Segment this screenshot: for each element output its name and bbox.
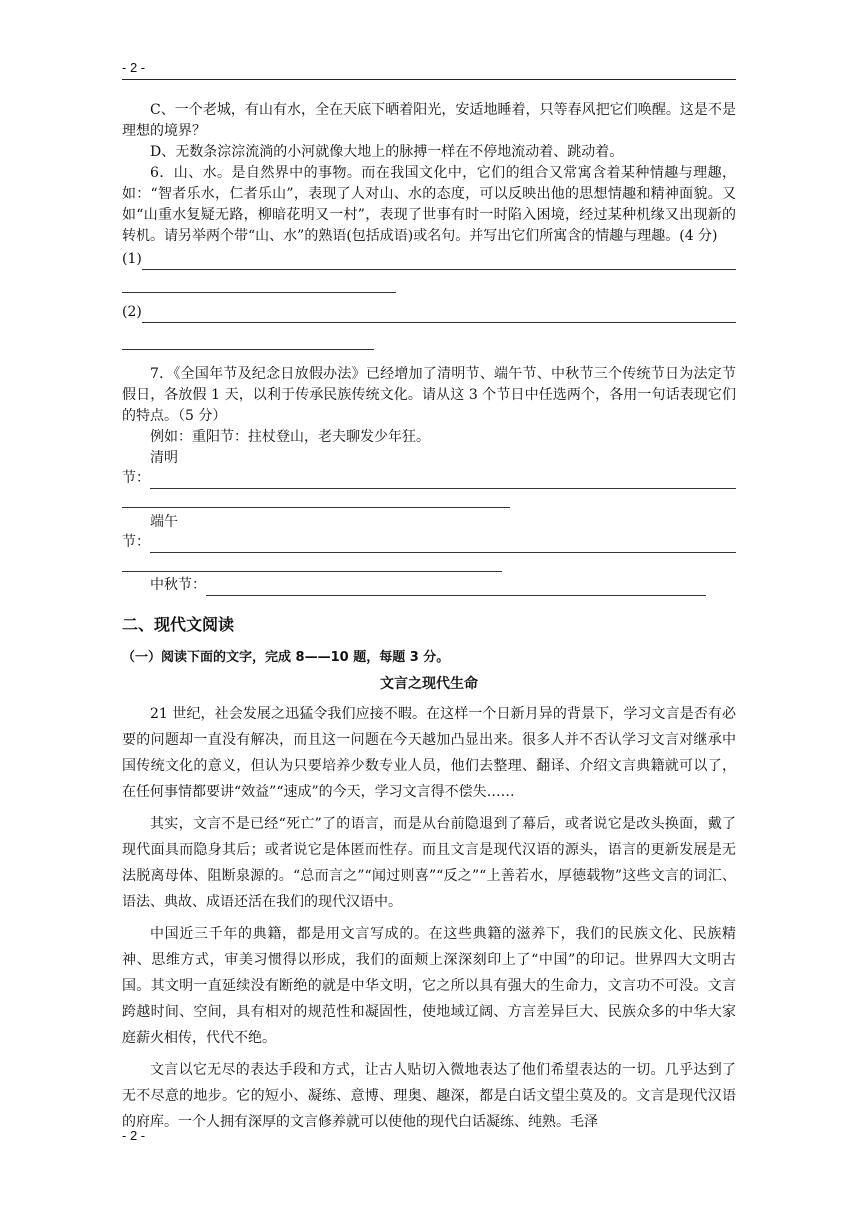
q7-duanwu-row	[122, 533, 736, 553]
q7-zhongqiu-label: 中秋节：	[150, 577, 206, 593]
q7-duanwu-label: 端午	[150, 514, 178, 530]
q6-blank-label-2: (2)	[122, 304, 142, 320]
q6-answer-line-1a[interactable]	[142, 253, 736, 270]
q7-qingming-label-b: 节：	[122, 470, 150, 486]
q6-text: 6．山、水。是自然界中的事物。而在我国文化中，它们的组合又常寓含着某种情趣与理趣，如：“智者乐水，仁者乐山”，表现了人对山、水的态度，可以反映出他的思想情趣和精神面貌。又如“山重水复疑无路，柳暗花明又一村”，表现了世事有时一时陷入困境，经过某种机缘又出现新的转机。请另举两个带“山、水”的熟语(包括成语)或名句。并写出它们所寓含的情趣与理趣。(4 分)	[122, 165, 736, 244]
subsection-heading: （一）阅读下面的文字，完成 8——10 题，每题 3 分。	[122, 650, 450, 665]
q7-zhongqiu-line[interactable]	[206, 579, 706, 596]
q7-example: 例如：重阳节：拄杖登山，老夫聊发少年狂。	[150, 429, 430, 445]
article-paragraph: 文言以它无尽的表达手段和方式，让古人贴切入微地表达了他们希望表达的一切。几乎达到了无不尽意的地步。它的短小、凝练、意博、理奥、趣深，都是白话文望尘莫及的。文言是现代汉语的府库。一个人拥有深厚的文言修养就可以使他的现代白话凝练、纯熟。毛泽	[122, 1062, 736, 1130]
section-heading: 二、现代文阅读	[122, 615, 235, 634]
q5-option-c: C、一个老城，有山有水，全在天底下晒着阳光，安适地睡着，只等春风把它们唤醒。这是不是理想的境界？	[122, 102, 736, 139]
q6-answer-row-1	[122, 250, 736, 270]
q5-option-d: D、无数条淙淙流淌的小河就像大地上的脉搏一样在不停地流动着、跳动着。	[150, 144, 624, 160]
q6-answer-line-2b[interactable]	[122, 335, 374, 350]
q7-duanwu-line-a[interactable]	[150, 536, 736, 553]
q7-qingming-row	[122, 469, 736, 489]
q6-answer-line-1b[interactable]	[122, 278, 396, 293]
q7-duanwu-label-b: 节：	[122, 534, 150, 550]
q7-qingming-label: 清明	[150, 450, 178, 466]
q7-duanwu-line-b[interactable]	[122, 557, 502, 572]
header-rule	[122, 79, 736, 80]
article-title: 文言之现代生命	[380, 676, 478, 692]
q7-text: 7．《全国年节及纪念日放假办法》已经增加了清明节、端午节、中秋节三个传统节日为法定节假日，各放假 1 天，以利于传承民族传统文化。请从这 3 个节日中任选两个，各用一句话表现它们的特点。（5 分）	[122, 366, 736, 424]
page-content	[122, 100, 736, 1141]
q6-blank-label-1: (1)	[122, 251, 142, 267]
q6-answer-row-2	[122, 303, 736, 323]
article-paragraph: 21 世纪，社会发展之迅猛令我们应接不暇。在这样一个日新月异的背景下，学习文言是否有必要的问题却一直没有解决，而且这一问题在今天越加凸显出来。很多人并不否认学习文言对继承中国传统文化的意义，但认为只要培养少数专业人员，他们去整理、翻译、介绍文言典籍就可以了，在任何事情都要讲“效益”“速成”的今天，学习文言得不偿失……	[122, 706, 736, 800]
q7-zhongqiu-row	[122, 576, 706, 596]
article-paragraph: 其实，文言不是已经“死亡”了的语言，而是从台前隐退到了幕后，或者说它是改头换面，戴了现代面具而隐身其后；或者说它是体匿而性存。而且文言是现代汉语的源头，语言的更新发展是无法脱离母体、阻断泉源的。“总而言之”“闻过则喜”“反之”“上善若水，厚德载物”这些文言的词汇、语法、典故、成语还活在我们的现代汉语中。	[122, 816, 736, 910]
article-paragraph: 中国近三千年的典籍，都是用文言写成的。在这些典籍的滋养下，我们的民族文化、民族精神、思维方式，审美习惯得以形成，我们的面颊上深深刻印上了“中国”的印记。世界四大文明古国。其文明一直延续没有断绝的就是中华文明，它之所以具有强大的生命力，文言功不可没。文言跨越时间、空间，具有相对的规范性和凝固性，使地域辽阔、方言差异巨大、民族众多的中华大家庭薪火相传，代代不绝。	[122, 926, 736, 1046]
q6-answer-line-2a[interactable]	[142, 306, 736, 323]
header-page-number: - 2 -	[122, 60, 146, 75]
q7-qingming-line-a[interactable]	[150, 472, 736, 489]
footer-page-number: - 2 -	[122, 1128, 146, 1143]
q7-qingming-line-b[interactable]	[122, 493, 510, 508]
